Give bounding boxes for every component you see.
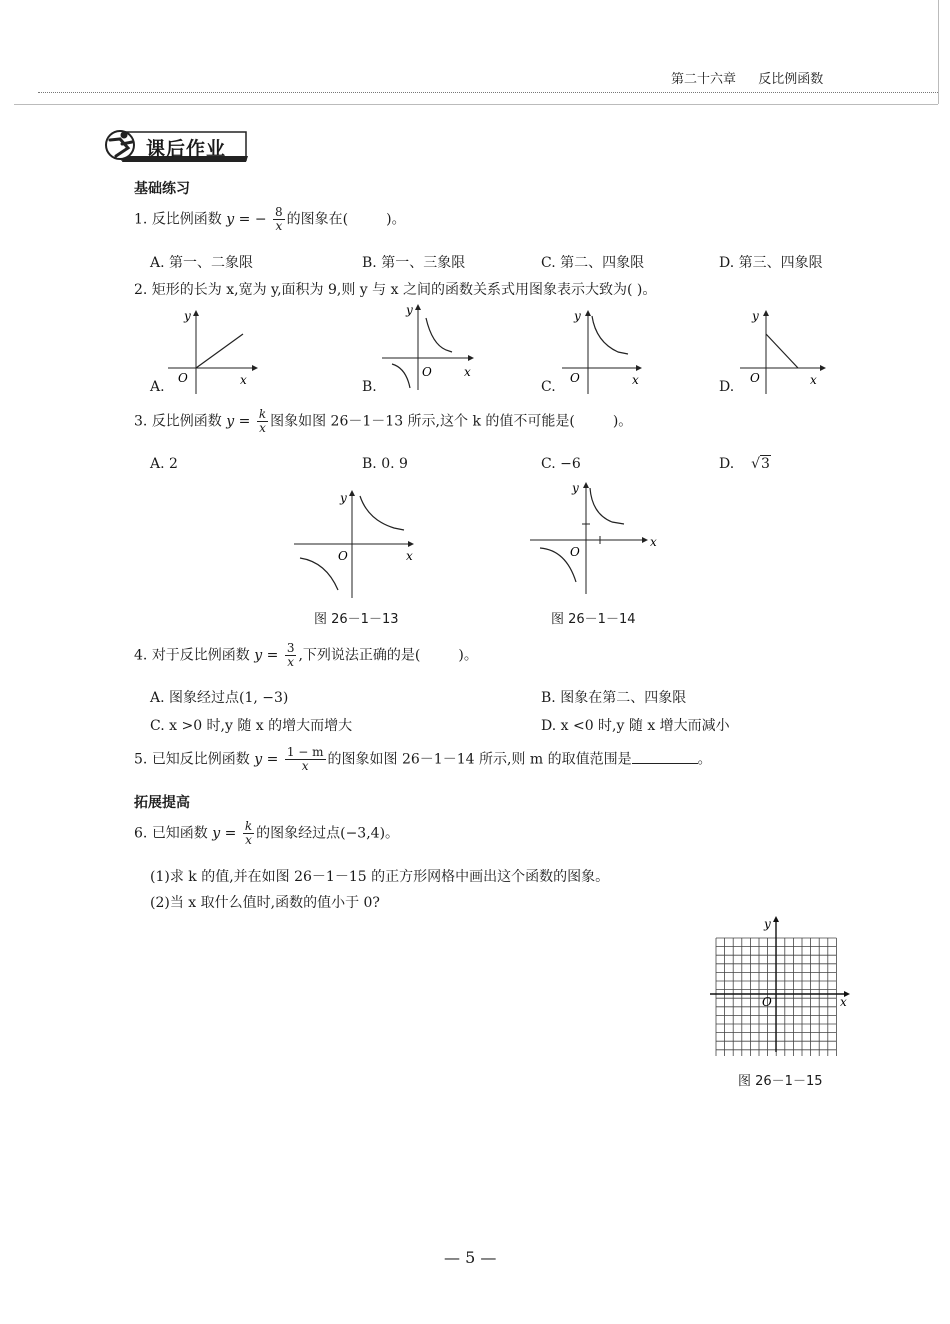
q1-option-b: B. 第一、三象限 [362,255,466,271]
page-frame-top [14,104,938,105]
page-frame-right [938,0,939,104]
basic-heading: 基础练习 [134,181,190,197]
svg-text:x: x [464,365,471,379]
svg-text:x: x [240,373,247,387]
svg-text:y: y [406,303,413,317]
page-number: — 5 — [444,1248,497,1267]
q3-option-b: B. 0. 9 [362,456,408,472]
q4-option-a: A. 图象经过点(1, −3) [150,690,289,706]
q6-sub2: (2)当 x 取什么值时,函数的值小于 0? [150,895,380,911]
svg-text:y: y [184,309,191,323]
sqrt-radicand: 3 [761,456,770,472]
graph-c [560,304,650,399]
question-1: 1. 反比例函数 y = − $\frac{8}{x}$ 的图象在( )。 [134,205,406,233]
question-2: 2. 矩形的长为 x,宽为 y,面积为 9,则 y 与 x 之间的函数关系式用图象表示大致为( )。 [134,282,657,298]
question-6: 6. 已知函数 y = $\frac{k}{x}$ 的图象经过点(−3,4)。 [134,819,400,847]
fraction: $\frac{8}{x}$ [275,205,283,233]
q1-option-d: D. 第三、四象限 [719,255,823,271]
q4-option-c: C. x >0 时,y 随 x 的增大而增大 [150,718,353,734]
question-3: 3. 反比例函数 y = $\frac{k}{x}$ 图象如图 26－1－13 所示,这个 k 的值不可能是( )。 [134,407,633,435]
q2-label-c: C. [541,379,556,395]
svg-text:O: O [178,371,188,385]
fig13-caption: 图 26－1－13 [314,612,399,627]
q2-label-a: A. [150,379,165,395]
svg-text:y: y [574,309,581,323]
svg-text:O: O [338,549,348,563]
q1-option-a: A. 第一、二象限 [150,255,254,271]
q4-option-b: B. 图象在第二、四象限 [541,690,687,706]
chapter-label [671,68,823,87]
section-banner [100,126,250,164]
svg-text:y: y [340,491,347,505]
fraction: $\frac{k}{x}$ [244,819,253,847]
graph-a [164,304,264,399]
q2-label-b: B. [362,379,377,395]
chapter-number: 第二十六章 [671,72,737,87]
figure-26-1-13 [290,486,420,601]
svg-text:O: O [570,545,580,559]
fig14-caption: 图 26－1－14 [551,612,636,627]
fraction: $\frac{k}{x}$ [258,407,267,435]
sqrt-symbol: √ [751,456,761,472]
svg-text:x: x [406,549,413,563]
svg-text:O: O [422,365,432,379]
svg-text:O: O [570,371,580,385]
extend-heading: 拓展提高 [134,795,190,811]
figure-26-1-15-grid[interactable] [708,914,856,1056]
question-5: 5. 已知反比例函数 y = $\frac{1 - m}{x}$ 的图象如图 26－1－14 所示,则 m 的取值范围是 。 [134,745,712,773]
q3-option-a: A. 2 [150,456,178,472]
q3-option-c: C. −6 [541,456,581,472]
svg-text:y: y [764,917,771,931]
svg-text:x: x [650,535,657,549]
graph-b [380,298,480,393]
svg-text:x: x [840,995,847,1009]
q3-option-d: D. √3 [719,456,770,472]
svg-text:y: y [752,309,759,323]
question-4: 4. 对于反比例函数 y = $\frac{3}{x}$ ,下列说法正确的是( )。 [134,641,478,669]
answer-blank[interactable] [632,751,698,764]
q4-option-d: D. x <0 时,y 随 x 增大而减小 [541,718,730,734]
q2-label-d: D. [719,379,735,395]
svg-text:O: O [750,371,760,385]
svg-text:O: O [762,995,772,1009]
graph-d [738,304,833,399]
q6-sub1: (1)求 k 的值,并在如图 26－1－15 的正方形网格中画出这个函数的图象。 [150,869,610,885]
svg-text:x: x [810,373,817,387]
figure-26-1-14 [526,478,660,598]
fraction: $\frac{1 - m}{x}$ [286,745,324,773]
svg-text:x: x [632,373,639,387]
svg-text:y: y [572,481,579,495]
header-rule [38,92,938,93]
chapter-title: 反比例函数 [758,72,824,87]
q1-option-c: C. 第二、四象限 [541,255,645,271]
banner-title: 课后作业 [146,138,227,160]
fraction: $\frac{3}{x}$ [286,641,295,669]
fig15-caption: 图 26－1－15 [738,1074,823,1089]
